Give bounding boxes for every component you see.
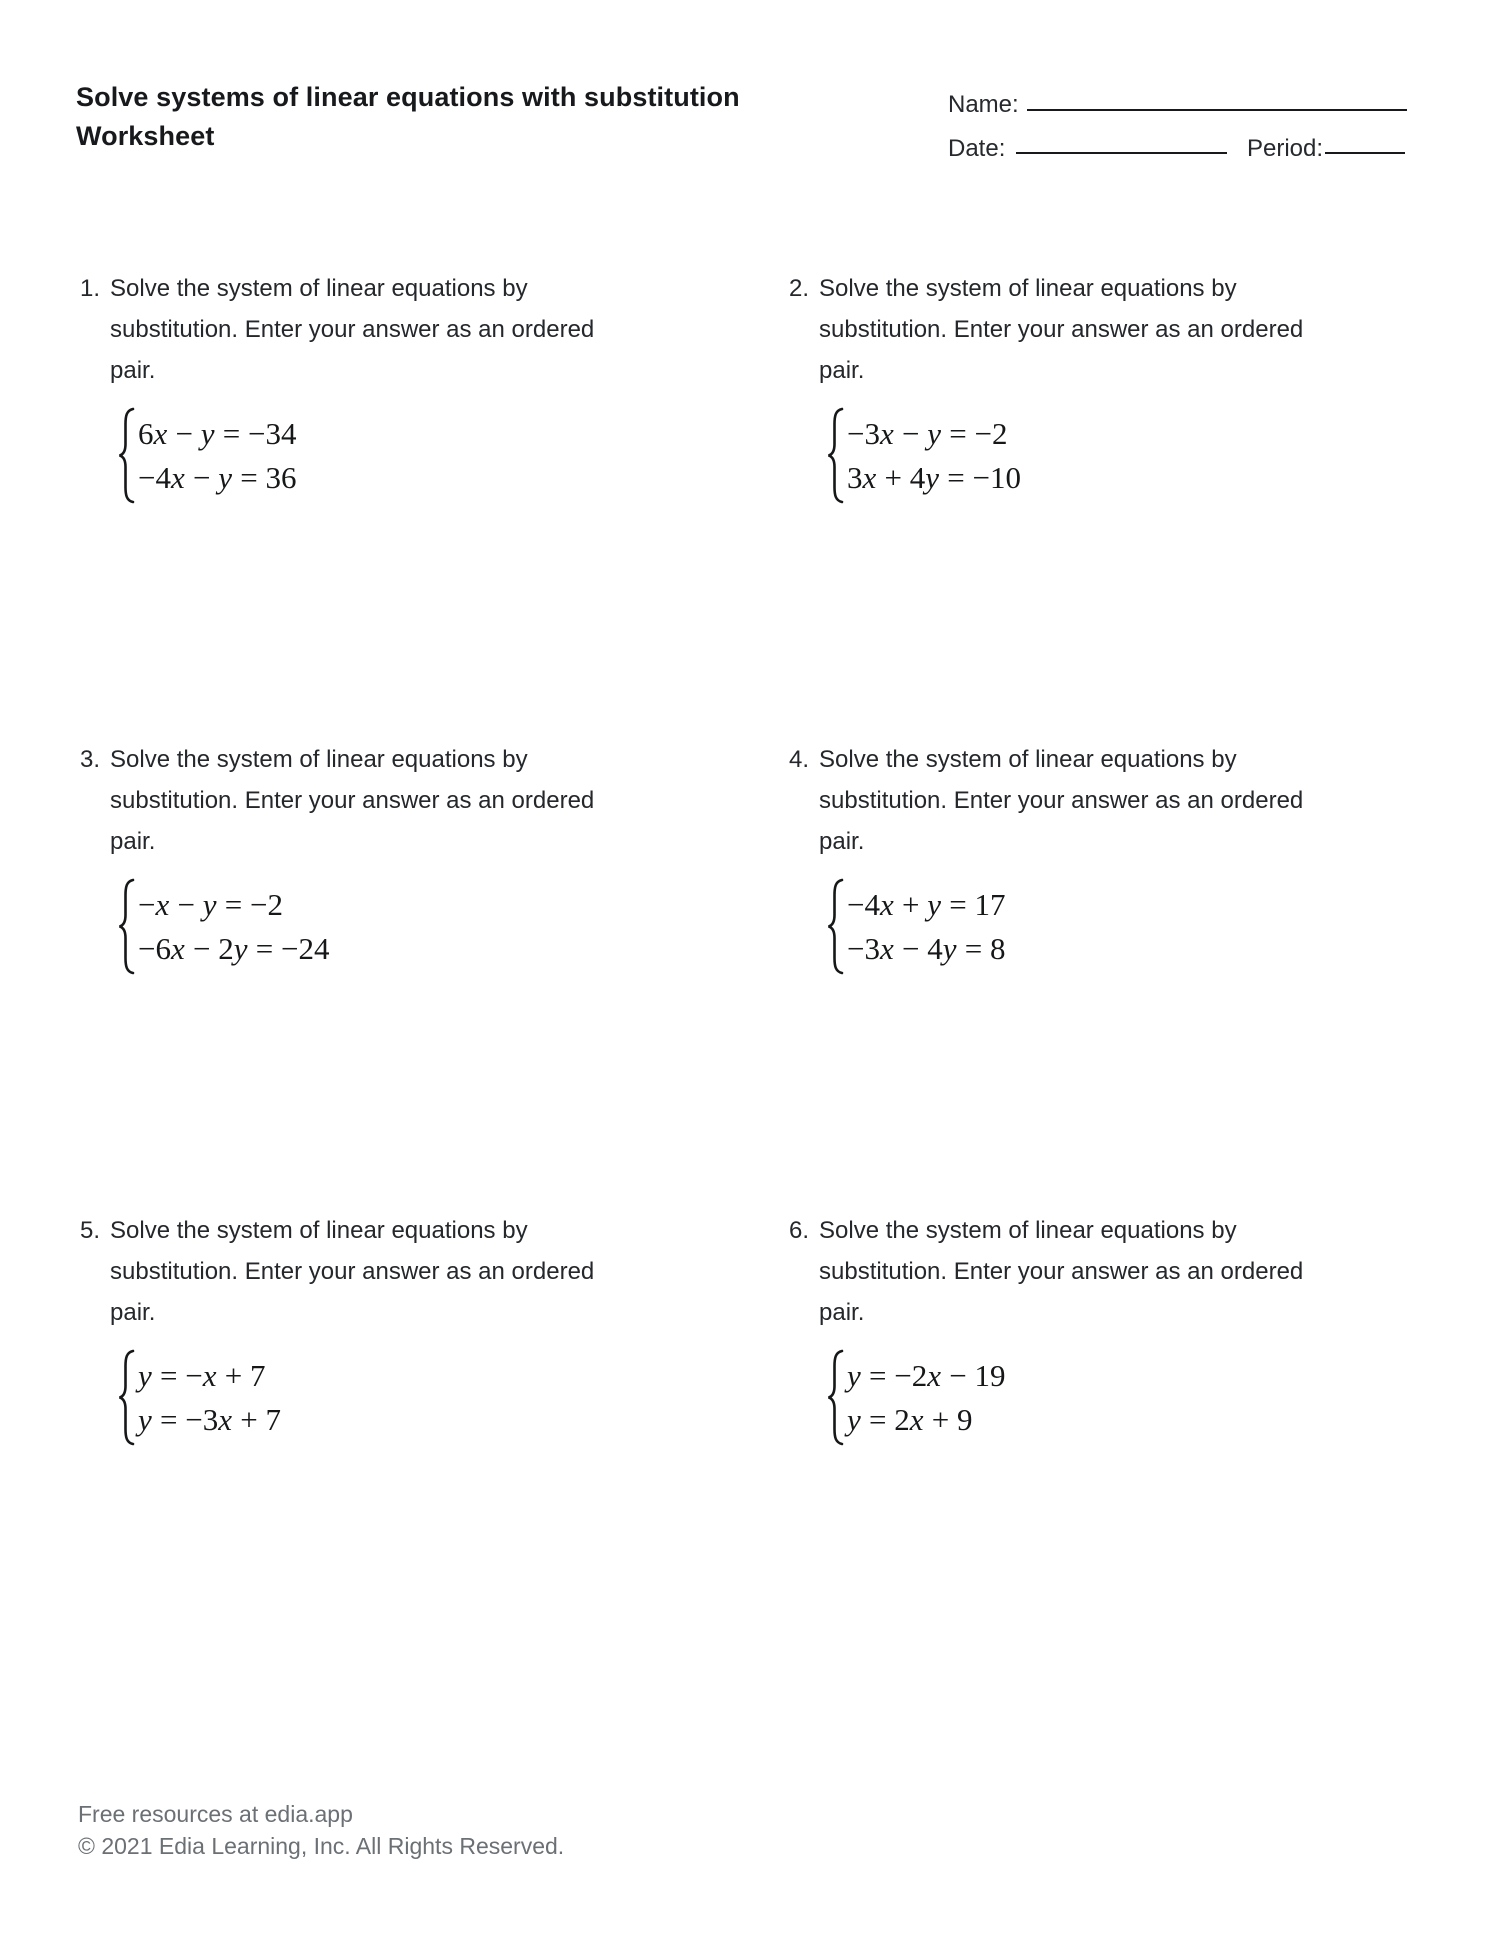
problem-number: 3. — [80, 746, 101, 773]
problem-prompt-line: pair. — [110, 1299, 156, 1326]
period-blank-line — [1325, 152, 1405, 154]
problem-prompt — [110, 739, 680, 862]
problem-item — [789, 268, 1389, 495]
equation-line-2: 3x + 4y = −10 — [847, 459, 1021, 495]
equation-line-2: y = −3x + 7 — [138, 1401, 281, 1437]
name-blank-line — [1027, 109, 1407, 111]
problem-prompt-line: Solve the system of linear equations by — [819, 1217, 1237, 1244]
equation-line-2: y = 2x + 9 — [847, 1401, 973, 1437]
equation-lines — [138, 412, 296, 500]
problem-number: 2. — [789, 275, 810, 302]
left-brace — [825, 878, 845, 975]
problem-prompt-line: pair. — [819, 357, 865, 384]
problem-prompt-line: Solve the system of linear equations by — [110, 746, 528, 773]
equation-lines — [847, 883, 1005, 971]
left-brace — [825, 1349, 845, 1446]
equation-lines — [847, 1354, 1005, 1442]
problem-item — [789, 739, 1389, 966]
problem-item — [80, 1210, 680, 1437]
problem-number: 1. — [80, 275, 101, 302]
equation-line-1: 6x − y = −34 — [138, 415, 297, 451]
left-brace — [825, 407, 845, 504]
page-title — [76, 78, 740, 156]
equation-lines — [138, 883, 329, 971]
problem-item — [80, 268, 680, 495]
equation-line-1: y = −2x − 19 — [847, 1357, 1006, 1393]
equation-line-2: −3x − 4y = 8 — [847, 930, 1006, 966]
problem-prompt-line: Solve the system of linear equations by — [110, 1217, 528, 1244]
footer-resources-text: Free resources at edia.app — [78, 1801, 353, 1827]
problem-prompt — [819, 739, 1389, 862]
period-label: Period: — [1247, 135, 1324, 162]
problem-prompt-line: pair. — [110, 828, 156, 855]
equation-line-2: −6x − 2y = −24 — [138, 930, 330, 966]
equation-lines — [847, 412, 1021, 500]
problem-number: 6. — [789, 1217, 810, 1244]
equation-lines — [138, 1354, 281, 1442]
problem-prompt-line: pair. — [819, 828, 865, 855]
equation-system — [116, 1349, 281, 1446]
problem-prompt — [110, 268, 680, 391]
equation-system — [825, 878, 1005, 975]
problem-prompt-line: substitution. Enter your answer as an ordered — [110, 316, 595, 343]
equation-line-1: y = −x + 7 — [138, 1357, 266, 1393]
left-brace — [116, 1349, 136, 1446]
equation-system — [116, 878, 329, 975]
problem-prompt — [819, 268, 1389, 391]
page-footer — [78, 1798, 564, 1862]
problem-item — [789, 1210, 1389, 1437]
problem-prompt — [819, 1210, 1389, 1333]
date-blank-line — [1016, 152, 1227, 154]
equation-system — [825, 407, 1021, 504]
problem-prompt-line: substitution. Enter your answer as an ordered — [110, 787, 595, 814]
problem-item — [80, 739, 680, 966]
equation-system — [116, 407, 296, 504]
equation-line-1: −4x + y = 17 — [847, 886, 1006, 922]
page-title-line1: Solve systems of linear equations with substitution — [76, 82, 740, 112]
left-brace — [116, 878, 136, 975]
problem-prompt-line: substitution. Enter your answer as an ordered — [819, 787, 1304, 814]
equation-line-2: −4x − y = 36 — [138, 459, 297, 495]
problem-prompt-line: substitution. Enter your answer as an ordered — [110, 1258, 595, 1285]
equation-line-1: −3x − y = −2 — [847, 415, 1008, 451]
problem-prompt-line: Solve the system of linear equations by — [110, 275, 528, 302]
problem-prompt-line: Solve the system of linear equations by — [819, 275, 1237, 302]
name-label: Name: — [948, 91, 1019, 118]
date-label: Date: — [948, 135, 1006, 162]
problem-prompt-line: substitution. Enter your answer as an ordered — [819, 1258, 1304, 1285]
equation-line-1: −x − y = −2 — [138, 886, 283, 922]
page-title-line2: Worksheet — [76, 121, 215, 151]
problem-prompt-line: pair. — [819, 1299, 865, 1326]
problem-prompt-line: Solve the system of linear equations by — [819, 746, 1237, 773]
left-brace — [116, 407, 136, 504]
equation-system — [825, 1349, 1005, 1446]
problem-prompt-line: pair. — [110, 357, 156, 384]
problem-number: 4. — [789, 746, 810, 773]
footer-copyright-text: © 2021 Edia Learning, Inc. All Rights Reserved. — [78, 1833, 565, 1859]
problem-prompt — [110, 1210, 680, 1333]
problem-number: 5. — [80, 1217, 101, 1244]
problem-prompt-line: substitution. Enter your answer as an ordered — [819, 316, 1304, 343]
